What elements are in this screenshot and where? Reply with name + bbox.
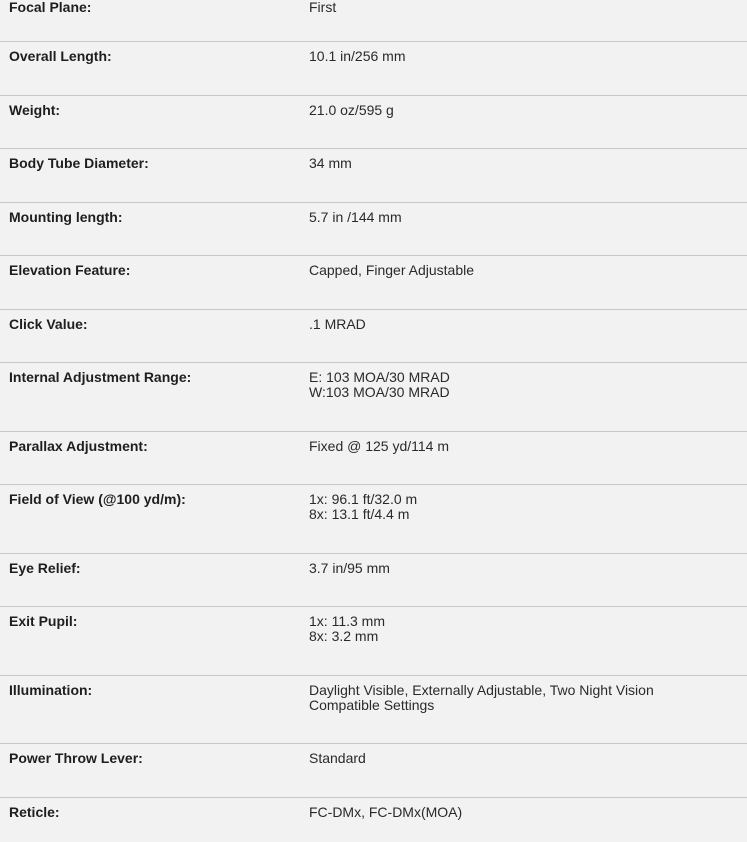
spec-value-line: E: 103 MOA/30 MRAD xyxy=(309,368,450,385)
spec-value xyxy=(309,743,747,797)
spec-row xyxy=(0,148,747,202)
spec-row xyxy=(0,202,747,255)
spec-value-line: .1 MRAD xyxy=(309,315,366,332)
spec-row xyxy=(0,797,747,842)
spec-label: Field of View (@100 yd/m): xyxy=(9,490,186,507)
spec-value-line: W:103 MOA/30 MRAD xyxy=(309,383,450,400)
spec-value xyxy=(309,148,747,202)
spec-value xyxy=(309,255,747,309)
spec-value-line: 34 mm xyxy=(309,154,352,171)
spec-label: Mounting length: xyxy=(9,208,123,225)
spec-row xyxy=(0,309,747,362)
spec-label: Body Tube Diameter: xyxy=(9,154,149,171)
spec-row xyxy=(0,606,747,675)
spec-row xyxy=(0,41,747,95)
spec-value-line: Compatible Settings xyxy=(309,696,435,713)
spec-row xyxy=(0,0,747,41)
spec-value-line: 3.7 in/95 mm xyxy=(309,559,390,576)
spec-label: Weight: xyxy=(9,101,61,118)
spec-value-line: Daylight Visible, Externally Adjustable, Two Night Vision xyxy=(309,681,654,698)
spec-value xyxy=(309,95,747,148)
spec-label: Reticle: xyxy=(9,803,60,820)
spec-label: Elevation Feature: xyxy=(9,261,131,278)
spec-value xyxy=(309,362,747,431)
spec-value-line: 1x: 11.3 mm xyxy=(309,612,385,629)
spec-value-line: 8x: 3.2 mm xyxy=(309,627,379,644)
spec-value-line: 10.1 in/256 mm xyxy=(309,47,406,64)
spec-label: Exit Pupil: xyxy=(9,612,78,629)
spec-label: Illumination: xyxy=(9,681,93,698)
spec-label: Internal Adjustment Range: xyxy=(9,368,192,385)
spec-value xyxy=(309,202,747,255)
spec-value xyxy=(309,0,747,41)
spec-row xyxy=(0,553,747,606)
spec-row xyxy=(0,675,747,743)
spec-value-line: FC-DMx, FC-DMx(MOA) xyxy=(309,803,463,820)
spec-label: Eye Relief: xyxy=(9,559,81,576)
spec-label: Click Value: xyxy=(9,315,88,332)
spec-value xyxy=(309,797,747,842)
spec-value xyxy=(309,606,747,675)
spec-value xyxy=(309,484,747,553)
spec-row xyxy=(0,484,747,553)
spec-row xyxy=(0,255,747,309)
spec-value xyxy=(309,309,747,362)
spec-value-line: First xyxy=(309,0,337,15)
spec-value xyxy=(309,675,747,743)
spec-value-line: Capped, Finger Adjustable xyxy=(309,261,474,278)
spec-row xyxy=(0,95,747,148)
spec-value-line: 5.7 in /144 mm xyxy=(309,208,402,225)
spec-value xyxy=(309,553,747,606)
spec-label: Focal Plane: xyxy=(9,0,92,15)
spec-label: Power Throw Lever: xyxy=(9,749,143,766)
spec-value-line: 8x: 13.1 ft/4.4 m xyxy=(309,505,410,522)
spec-row xyxy=(0,362,747,431)
spec-row xyxy=(0,431,747,484)
spec-value xyxy=(309,41,747,95)
spec-value-line: 1x: 96.1 ft/32.0 m xyxy=(309,490,418,507)
spec-value-line: 21.0 oz/595 g xyxy=(309,101,394,118)
spec-label: Parallax Adjustment: xyxy=(9,437,148,454)
spec-value-line: Standard xyxy=(309,749,366,766)
spec-value xyxy=(309,431,747,484)
spec-row xyxy=(0,743,747,797)
spec-label: Overall Length: xyxy=(9,47,112,64)
spec-value-line: Fixed @ 125 yd/114 m xyxy=(309,437,450,454)
